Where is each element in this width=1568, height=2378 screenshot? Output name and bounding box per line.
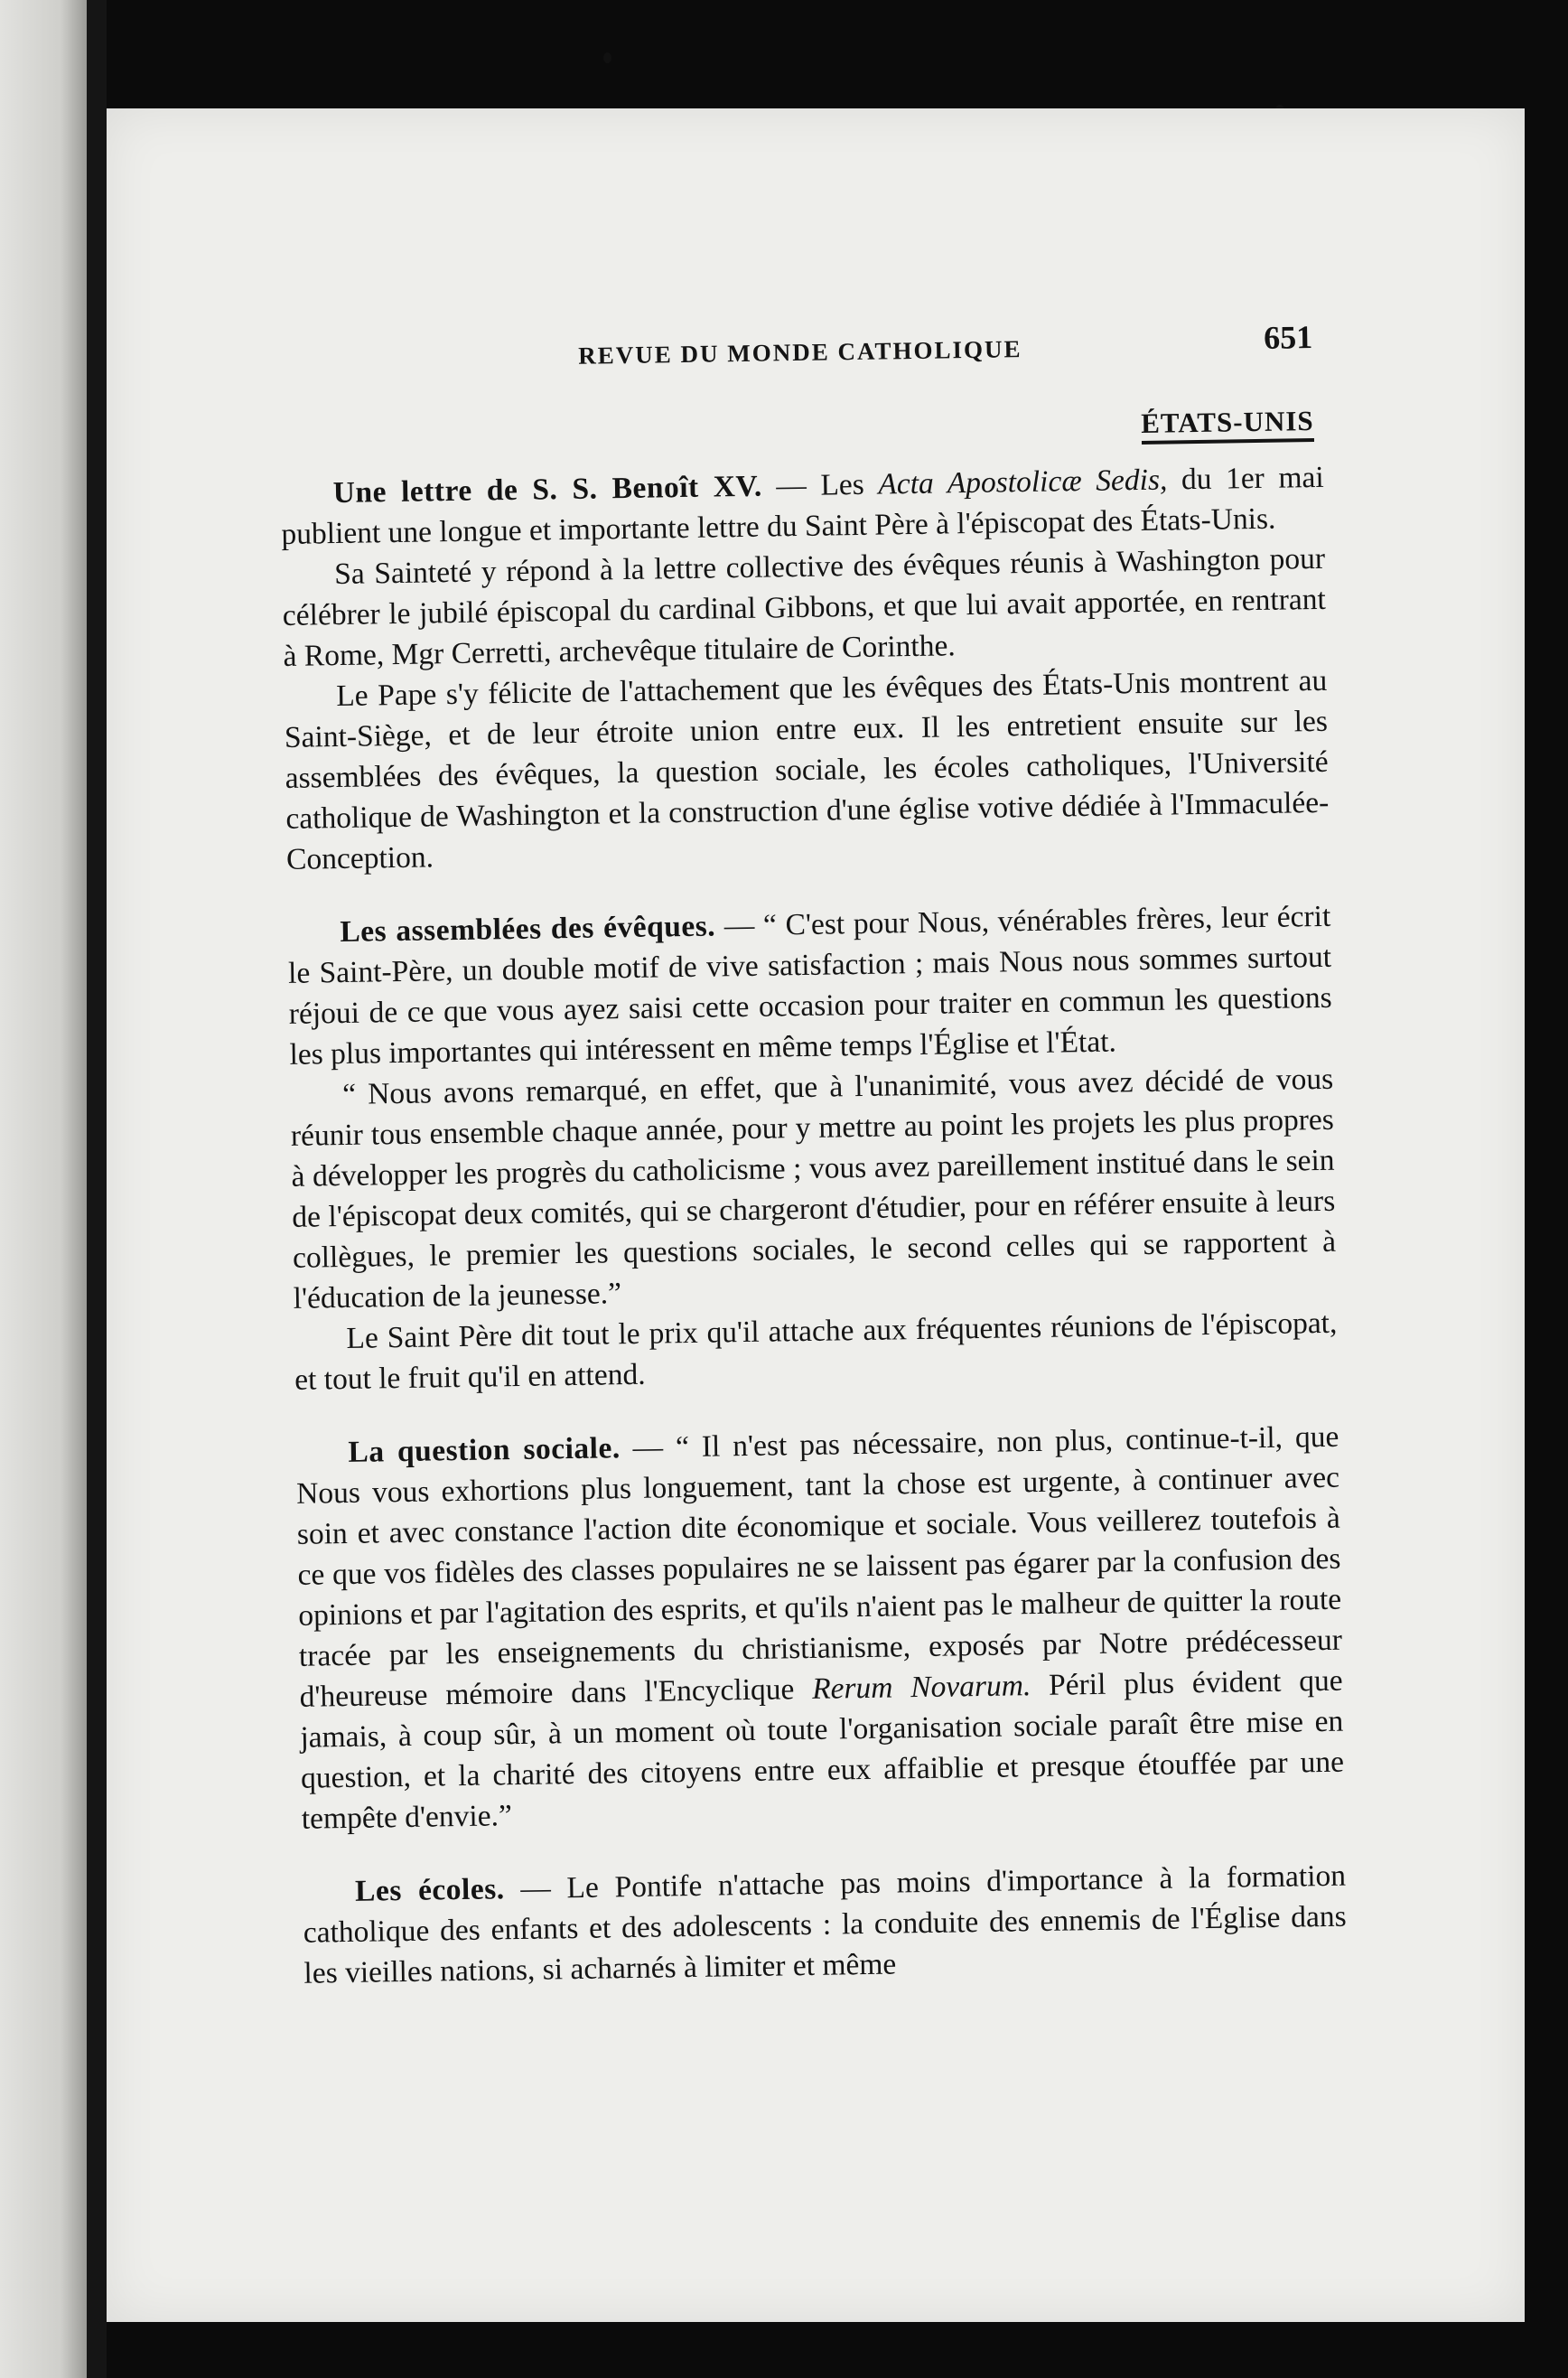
- binding-gutter: [87, 0, 107, 2378]
- running-header: [278, 318, 1322, 389]
- paragraph: Le Saint Père dit tout le prix qu'il attache aux fréquentes réunions de l'épiscopat, et tout le fruit qu'il en attend.: [294, 1306, 1338, 1397]
- paragraph-ecoles: [303, 1856, 1348, 1994]
- paragraph-question-sociale: [295, 1417, 1345, 1840]
- run-in-heading: Les assemblées des évêques.: [340, 909, 716, 950]
- paragraph-text: — Les: [761, 467, 879, 503]
- italic-title: Rerum Novarum.: [811, 1669, 1031, 1706]
- section-heading: [280, 405, 1314, 454]
- page-number: 651: [1263, 319, 1313, 356]
- run-in-heading: Les écoles.: [354, 1872, 505, 1908]
- paragraph: Sa Sainteté y répond à la lettre collective des évêques réunis à Washington pour célébrer le jubilé épiscopal du cardinal Gibbons, et que lui avait apportée, en rentrant à Rome, Mgr Cerretti, archevêque titulaire de Corinthe.: [282, 541, 1327, 673]
- paragraph-text: — “ C'est pour Nous, vénérables frères, leur écrit le Saint-Père, un double motif de vive satisfaction ; mais Nous nous sommes surtout réjoui de ce que vous ayez saisi cette occasion pour traiter en commun les questions les plus importantes qui intéressent en même temps l'Église et l'État.: [287, 899, 1332, 1072]
- paragraph-text: — Le Pontife n'attache pas moins d'importance à la formation catholique des enfants et des adolescents : la conduite des ennemis de l'Église dans les vieilles nations, si acharnés à limiter et même: [303, 1858, 1347, 1990]
- run-in-heading: Une lettre de S. S. Benoît XV.: [332, 469, 762, 510]
- facing-page-edge: [0, 0, 87, 2378]
- paragraph-text: — “ Il n'est pas nécessaire, non plus, continue-t-il, que Nous vous exhortions plus longuement, tant la chose est urgente, à continuer avec soin et avec constance l'action dite économique et sociale. Vous veillerez toutefois à ce que vos fidèles des classes populaires ne se laissent pas égarer par la confusion des opinions et par l'agitation des esprits, et qu'ils n'aient pas le malheur de quitter la route tracée par les enseignements du christianisme, exposés par Notre prédécesseur d'heureuse mémoire dans l'Encyclique: [295, 1419, 1343, 1714]
- run-in-heading: La question sociale.: [348, 1431, 621, 1469]
- running-title: REVUE DU MONDE CATHOLIQUE: [578, 335, 1022, 370]
- paragraph: “ Nous avons remarqué, en effet, que à l'unanimité, vous avez décidé de vous réunir tous ensemble chaque année, pour y mettre au point les projets les plus propres à développer les progrès du catholicisme ; vous avez pareillement institué dans le sein de l'épiscopat deux comités, qui se chargeront d'étudier, pour en référer ensuite à leurs collègues, le premier les questions sociales, le second celles qui se rapportent à l'éducation de la jeunesse.”: [290, 1062, 1337, 1315]
- book-page: [107, 108, 1525, 2322]
- section-title: ÉTATS-UNIS: [1141, 405, 1314, 445]
- paragraph-text: Péril plus évident que jamais, à coup sûr, à un moment où toute l'organisation sociale paraît être mise en question, et la charité des citoyens entre eux affaiblie et presque étouffée par une tempête d'envie.”: [300, 1663, 1345, 1836]
- paragraph-text: du 1er mai publient une longue et importante lettre du Saint Père à l'épiscopat des États-Unis.: [281, 460, 1324, 551]
- paragraph-assemblees: [287, 896, 1333, 1075]
- paragraph: Le Pape s'y félicite de l'attachement que les évêques des États-Unis montrent au Saint-Siège, et de leur étroite union entre eux. Il les entretient ensuite sur les assemblées des évêques, la question sociale, les écoles catholiques, l'Université catholique de Washington et la construction d'une église votive dédiée à l'Immaculée-Conception.: [284, 663, 1330, 876]
- speck: [603, 52, 611, 63]
- italic-title: Acta Apostolicæ Sedis,: [878, 463, 1168, 501]
- page-content: [278, 318, 1348, 1994]
